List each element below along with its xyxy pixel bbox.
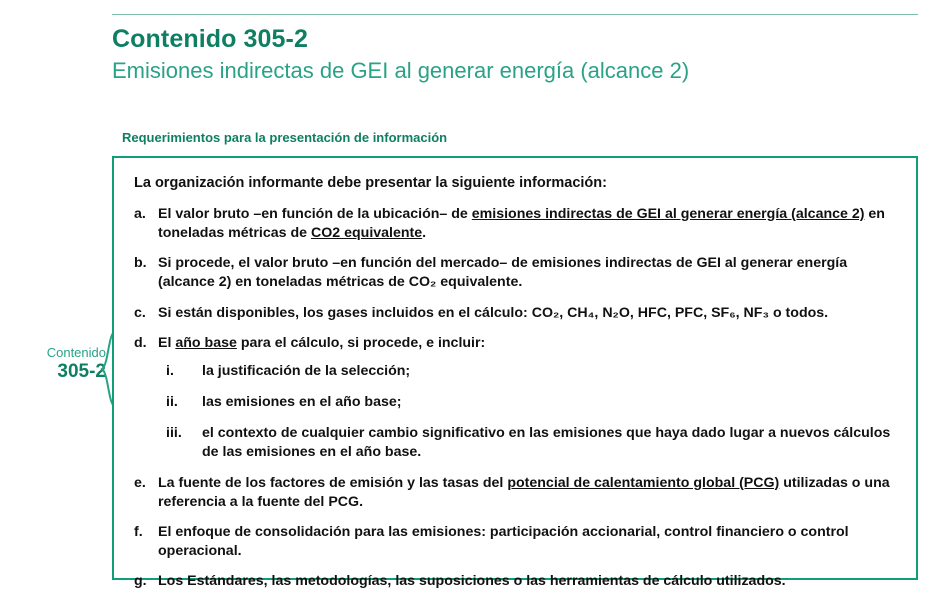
page-subtitle: Emisiones indirectas de GEI al generar energía (alcance 2) bbox=[112, 57, 690, 83]
sub-list-item-text: las emisiones en el año base; bbox=[202, 394, 402, 411]
underlined-term: CO2 equivalente bbox=[310, 225, 423, 242]
intro-text: La organización informante debe presentar la siguiente información: bbox=[134, 175, 607, 191]
sub-list-item bbox=[158, 424, 898, 462]
list-item-marker: g. bbox=[134, 573, 147, 590]
list-item-marker: f. bbox=[134, 523, 143, 540]
list-item-text bbox=[158, 475, 890, 510]
underlined-term: año base bbox=[175, 334, 237, 351]
list-item bbox=[132, 572, 898, 591]
text-run: utilizadas o una referencia a la fuente del PCG. bbox=[158, 474, 890, 510]
page-title: Contenido 305-2 bbox=[112, 25, 308, 53]
text-run: para el cálculo, si procede, e incluir: bbox=[236, 334, 486, 351]
text-run: El valor bruto –en función de la ubicación– de bbox=[158, 205, 472, 222]
sub-list-item-marker: iii. bbox=[166, 425, 182, 442]
text-run: El enfoque de consolidación para las emisiones: participación accionarial, control financiero o control operacional. bbox=[158, 523, 849, 560]
section-label: Requerimientos para la presentación de información bbox=[122, 130, 448, 145]
requirements-list bbox=[132, 205, 898, 592]
document-header bbox=[112, 14, 918, 84]
requirements-box bbox=[112, 156, 918, 590]
list-item bbox=[132, 205, 898, 243]
list-item-text bbox=[158, 206, 885, 241]
list-item bbox=[132, 523, 898, 561]
underlined-term: emisiones indirectas de GEI al generar energía (alcance 2) bbox=[471, 205, 865, 222]
list-item bbox=[132, 474, 898, 512]
margin-tag-line1: Contenido bbox=[46, 345, 106, 360]
text-run: Si procede, el valor bruto –en función del mercado– de emisiones indirectas de GEI al generar energía (alcance 2) en toneladas métricas de CO₂ equivalente. bbox=[158, 255, 848, 291]
list-item bbox=[132, 254, 898, 292]
header-divider bbox=[112, 14, 918, 15]
text-run: en toneladas métricas de bbox=[158, 205, 885, 242]
list-item-text bbox=[158, 524, 849, 559]
margin-content-tag bbox=[14, 346, 106, 383]
underlined-term: potencial de calentamiento global (PCG) bbox=[507, 474, 780, 491]
list-item-marker: a. bbox=[134, 205, 146, 222]
sub-list-item-text: la justificación de la selección; bbox=[202, 362, 411, 379]
text-run: . bbox=[422, 225, 427, 242]
list-item-text bbox=[158, 305, 828, 321]
list-item-text bbox=[158, 573, 786, 589]
list-item-marker: c. bbox=[134, 304, 146, 321]
text-run: El bbox=[158, 334, 176, 351]
sub-list bbox=[158, 362, 898, 463]
list-item-text bbox=[158, 255, 847, 290]
list-item bbox=[132, 334, 898, 463]
list-item-marker: b. bbox=[134, 255, 147, 272]
sub-list-item bbox=[158, 393, 898, 412]
list-item-text bbox=[158, 335, 485, 351]
text-run: La fuente de los factores de emisión y las tasas del bbox=[158, 474, 508, 491]
sub-list-item-marker: i. bbox=[166, 362, 174, 379]
text-run: Los Estándares, las metodologías, las suposiciones o las herramientas de cálculo utilizados. bbox=[158, 573, 786, 590]
sub-list-item-text: el contexto de cualquier cambio significativo en las emisiones que haya dado lugar a nuevos cálculos de las emisiones en el año base. bbox=[202, 425, 891, 461]
list-item-marker: e. bbox=[134, 474, 146, 491]
sub-list-item-marker: ii. bbox=[166, 394, 178, 411]
list-item-marker: d. bbox=[134, 334, 147, 351]
sub-list-item bbox=[158, 362, 898, 381]
margin-tag-line2: 305-2 bbox=[57, 361, 106, 383]
list-item bbox=[132, 304, 898, 323]
text-run: Si están disponibles, los gases incluidos en el cálculo: CO₂, CH₄, N₂O, HFC, PFC, SF₆, NF₃ o todos. bbox=[158, 304, 829, 321]
